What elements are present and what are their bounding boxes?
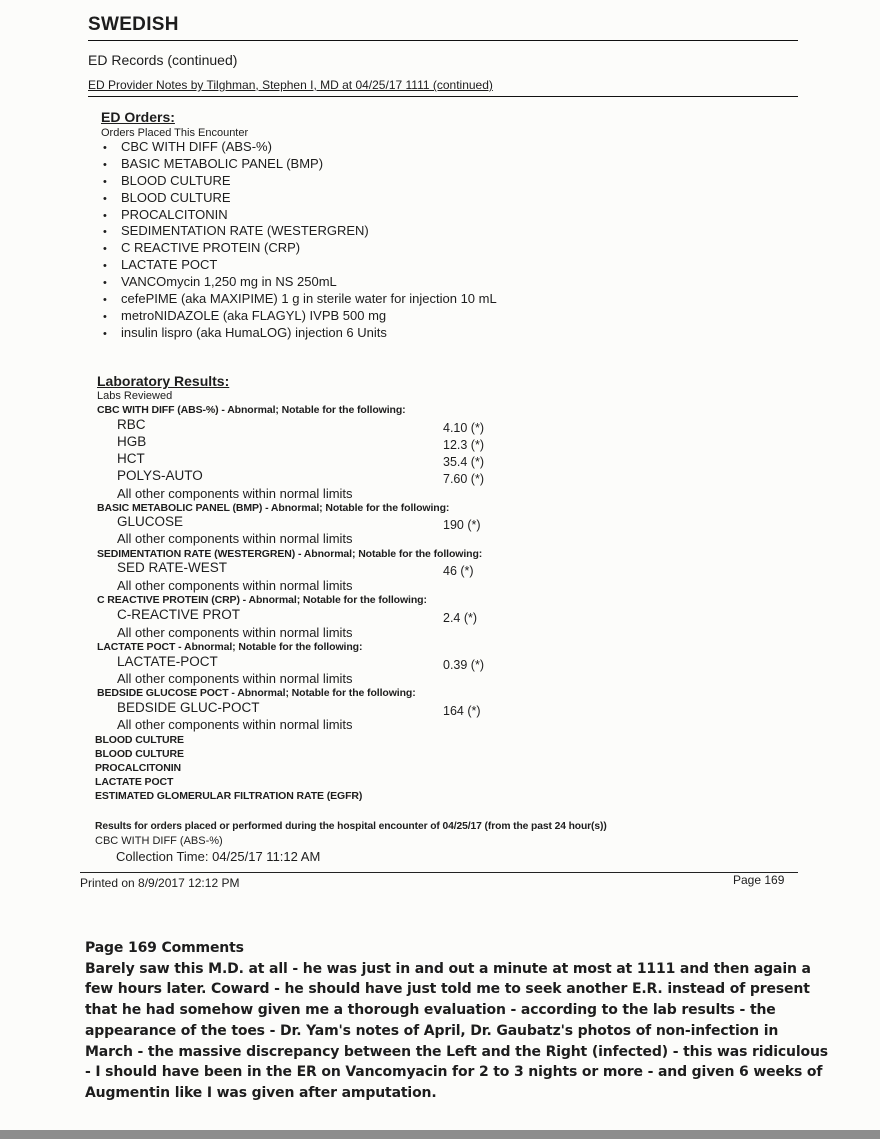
results-cbc: CBC WITH DIFF (ABS-%)	[95, 835, 223, 847]
lab-component-value: 35.4 (*)	[443, 455, 484, 469]
lab-component-value: 0.39 (*)	[443, 658, 484, 672]
provider-notes-heading: ED Provider Notes by Tilghman, Stephen I, MD at 04/25/17 1111 (continued)	[88, 78, 493, 92]
ed-orders-subtitle: Orders Placed This Encounter	[101, 127, 249, 139]
lab-component-value: 190 (*)	[443, 518, 481, 532]
comments-body: Barely saw this M.D. at all - he was just in and out a minute at most at 1111 and then again a few hours later. Coward - he should have just told me to seek another E.R. instead of present that he had somehow given me a thorough evaluation - according to the lab results - the appearance of the toes - Dr. Yam's notes of April, Dr. Gaubatz's photos of non-infection in March - the massive discrepancy between the Left and the Right (infected) - this was ridiculous - I should have been in the ER on Vancomyacin for 2 to 3 nights or more - and given 6 weeks of Augmentin like I was given after amputation.	[85, 960, 828, 1101]
lab-results-title: Laboratory Results:	[97, 373, 230, 389]
brand-title: SWEDISH	[88, 14, 179, 35]
order-item: • C REACTIVE PROTEIN (CRP)	[103, 240, 301, 256]
pending-lab: PROCALCITONIN	[95, 762, 182, 774]
order-item: • BLOOD CULTURE	[103, 172, 231, 188]
lab-results-subtitle: Labs Reviewed	[97, 390, 173, 402]
order-item: • VANCOmycin 1,250 mg in NS 250mL	[103, 274, 337, 290]
lab-component-name: HGB	[117, 434, 147, 449]
normal-limits-note: All other components within normal limits	[117, 531, 353, 546]
order-item: • LACTATE POCT	[103, 257, 218, 273]
order-item: • BASIC METABOLIC PANEL (BMP)	[103, 155, 324, 171]
scan-edge	[0, 1130, 880, 1139]
lab-component-value: 2.4 (*)	[443, 611, 478, 625]
lab-component-value: 164 (*)	[443, 704, 481, 718]
lab-component-value: 4.10 (*)	[443, 421, 484, 435]
lactate-header: LACTATE POCT - Abnormal; Notable for the following:	[97, 641, 363, 653]
lab-component-name: SED RATE-WEST	[117, 560, 228, 575]
order-item: • BLOOD CULTURE	[103, 189, 231, 205]
order-item: • PROCALCITONIN	[103, 206, 228, 222]
sed-header: SEDIMENTATION RATE (WESTERGREN) - Abnormal; Notable for the following:	[97, 548, 483, 560]
lab-component-value: 46 (*)	[443, 564, 474, 578]
lab-component-name: GLUCOSE	[117, 514, 184, 529]
ed-orders-list	[103, 139, 497, 342]
normal-limits-note: All other components within normal limits	[117, 578, 353, 593]
lab-component-name: POLYS-AUTO	[117, 468, 203, 483]
normal-limits-note: All other components within normal limits	[117, 671, 353, 686]
normal-limits-note: All other components within normal limits	[117, 625, 353, 640]
bmp-header: BASIC METABOLIC PANEL (BMP) - Abnormal; Notable for the following:	[97, 502, 450, 514]
pending-lab: LACTATE POCT	[95, 776, 174, 788]
crp-header: C REACTIVE PROTEIN (CRP) - Abnormal; Notable for the following:	[97, 594, 427, 606]
lab-component-value: 12.3 (*)	[443, 438, 484, 452]
page-number: Page 169	[733, 873, 785, 887]
order-item: • SEDIMENTATION RATE (WESTERGREN)	[103, 223, 369, 239]
order-item: • insulin lispro (aka HumaLOG) injection 6 Units	[103, 324, 387, 340]
order-item: • metroNIDAZOLE (aka FLAGYL) IVPB 500 mg	[103, 307, 387, 323]
provider-rule	[88, 96, 798, 97]
ed-orders-title: ED Orders:	[101, 109, 175, 125]
order-item: • CBC WITH DIFF (ABS-%)	[103, 139, 272, 154]
collection-time: Collection Time: 04/25/17 11:12 AM	[116, 849, 321, 864]
lab-component-name: RBC	[117, 417, 146, 432]
footer-rule	[80, 872, 798, 873]
lab-component-value: 7.60 (*)	[443, 472, 484, 486]
comments-title: Page 169 Comments	[85, 940, 244, 956]
page-comments	[85, 938, 830, 1104]
lab-component-name: BEDSIDE GLUC-POCT	[117, 700, 260, 715]
pending-lab: BLOOD CULTURE	[95, 734, 184, 746]
results-note: Results for orders placed or performed during the hospital encounter of 04/25/17 (from the past 24 hour(s))	[95, 821, 607, 832]
bedside-glucose-header: BEDSIDE GLUCOSE POCT - Abnormal; Notable for the following:	[97, 687, 416, 699]
normal-limits-note: All other components within normal limits	[117, 717, 353, 732]
section-title: ED Records (continued)	[88, 52, 238, 68]
normal-limits-note: All other components within normal limits	[117, 486, 353, 501]
pending-lab: ESTIMATED GLOMERULAR FILTRATION RATE (EGFR)	[95, 790, 363, 802]
order-item: • cefePIME (aka MAXIPIME) 1 g in sterile water for injection 10 mL	[103, 291, 497, 307]
cbc-header: CBC WITH DIFF (ABS-%) - Abnormal; Notable for the following:	[97, 404, 406, 416]
printed-on: Printed on 8/9/2017 12:12 PM	[80, 876, 240, 890]
pending-lab: BLOOD CULTURE	[95, 748, 184, 760]
lab-component-name: C-REACTIVE PROT	[117, 607, 241, 622]
lab-component-name: LACTATE-POCT	[117, 654, 218, 669]
lab-component-name: HCT	[117, 451, 145, 466]
header-rule	[88, 40, 798, 41]
